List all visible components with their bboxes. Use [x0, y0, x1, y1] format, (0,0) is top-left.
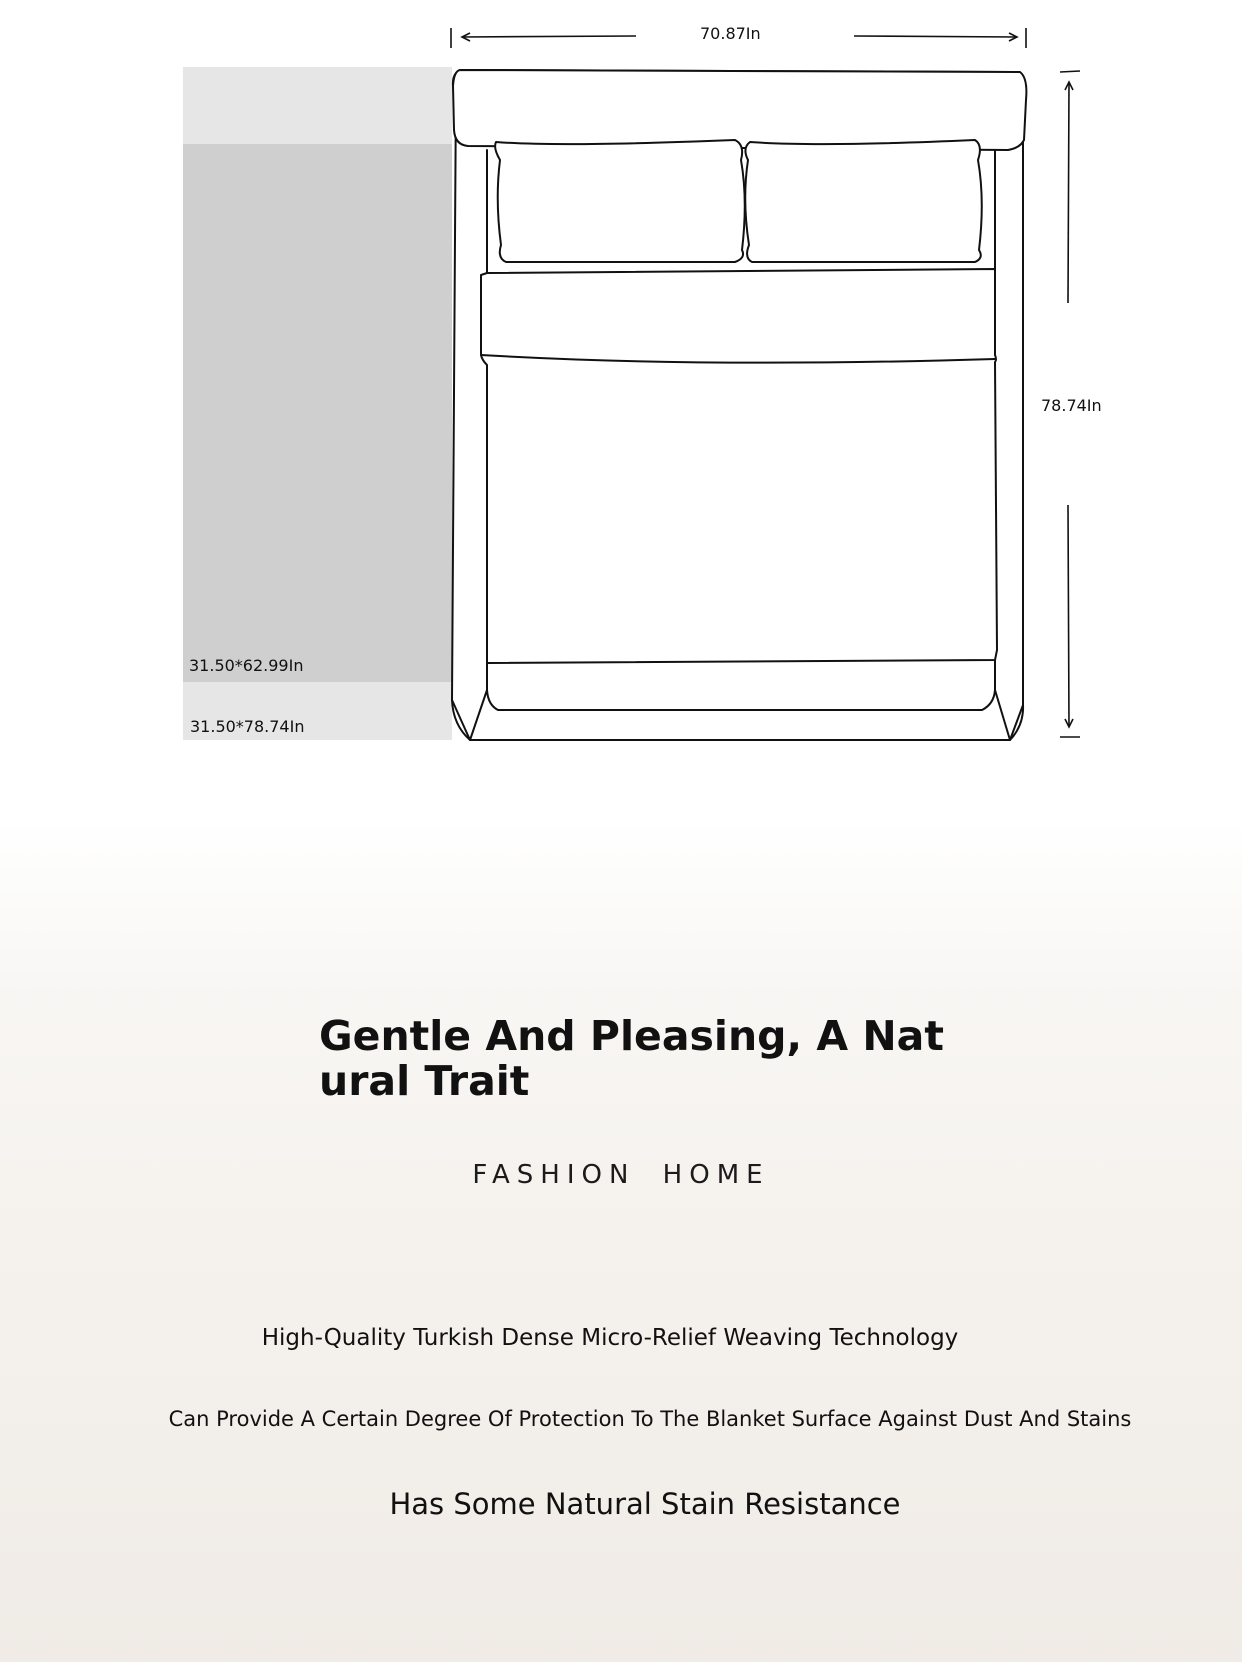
width-label: 70.87In	[700, 24, 761, 43]
headline: Gentle And Pleasing, A Natural Trait	[319, 1012, 944, 1105]
rug-large-size-label: 31.50*78.74In	[190, 717, 305, 736]
feature-line-3: Has Some Natural Stain Resistance	[389, 1487, 901, 1521]
pillow-left	[495, 140, 745, 262]
bed-diagram	[0, 0, 1242, 760]
feature-line-1: High-Quality Turkish Dense Micro-Relief Weaving Technology	[261, 1325, 959, 1351]
brand-logo-text: FASHION HOME	[472, 1160, 770, 1190]
length-label: 78.74In	[1041, 396, 1102, 415]
rug-small-size-label: 31.50*62.99In	[189, 656, 304, 675]
pillow-right	[745, 140, 982, 262]
feature-line-2: Can Provide A Certain Degree Of Protection To The Blanket Surface Against Dust And Stains	[168, 1407, 1132, 1431]
duvet	[481, 269, 997, 663]
headboard	[453, 70, 1026, 150]
